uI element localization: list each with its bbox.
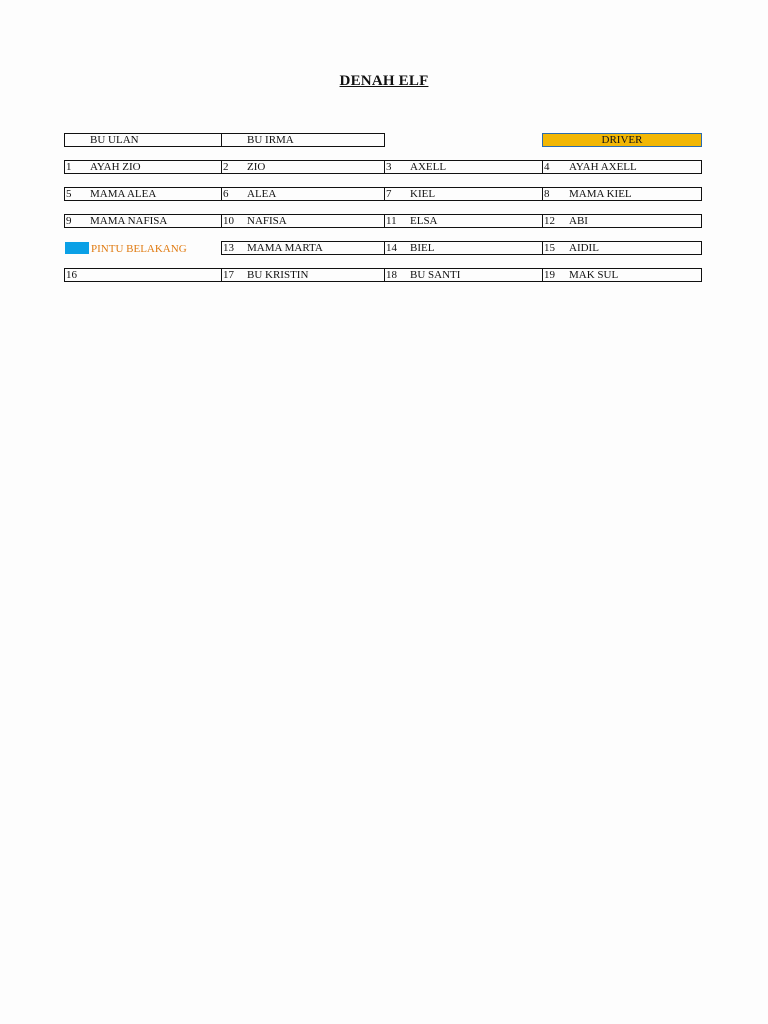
driver-seat: DRIVER — [542, 133, 702, 147]
back-door-label: PINTU BELAKANG — [91, 243, 187, 255]
seat-name: AYAH AXELL — [569, 161, 637, 173]
seat-cell — [64, 187, 222, 201]
seat-row-4 — [64, 241, 702, 255]
seat-name: MAMA MARTA — [247, 242, 323, 254]
seat-name: MAMA ALEA — [90, 188, 157, 200]
seat-cell — [384, 214, 543, 228]
seat-cell — [384, 187, 543, 201]
seat-row-2 — [64, 187, 702, 201]
seat-cell — [384, 268, 543, 282]
seat-number: 11 — [386, 215, 397, 227]
seat-name: BIEL — [410, 242, 435, 254]
seat-cell — [221, 268, 385, 282]
seat-number: 15 — [544, 242, 555, 254]
seat-row-1 — [64, 160, 702, 174]
seat-number: 8 — [544, 188, 550, 200]
seat-name: MAMA KIEL — [569, 188, 632, 200]
seat-name: ALEA — [247, 188, 277, 200]
seat-number: 1 — [66, 161, 72, 173]
seat-row-3 — [64, 214, 702, 228]
seat-name: BU KRISTIN — [247, 269, 309, 281]
seat-number: 14 — [386, 242, 397, 254]
seat-cell — [542, 214, 702, 228]
seat-cell — [542, 160, 702, 174]
seat-row-5 — [64, 268, 702, 282]
seat-cell — [542, 241, 702, 255]
seat-cell — [542, 268, 702, 282]
seat-number: 18 — [386, 269, 397, 281]
seat-number: 12 — [544, 215, 555, 227]
seat-name: BU SANTI — [410, 269, 461, 281]
seat-cell — [221, 241, 385, 255]
seat-cell — [64, 160, 222, 174]
seat-number: 4 — [544, 161, 550, 173]
seat-name: KIEL — [410, 188, 436, 200]
seat-cell — [64, 214, 222, 228]
seat-number: 17 — [223, 269, 234, 281]
seat-cell — [221, 214, 385, 228]
seat-number: 5 — [66, 188, 72, 200]
page-title: DENAH ELF — [339, 73, 429, 89]
seat-name: MAK SUL — [569, 269, 619, 281]
seat-row-front — [64, 133, 702, 147]
seat-name: AIDIL — [569, 242, 599, 254]
seat-front-middle — [221, 133, 385, 147]
seat-name: ELSA — [410, 215, 438, 227]
seat-name: AXELL — [410, 161, 447, 173]
seat-front-empty — [384, 133, 543, 147]
back-door — [64, 241, 222, 255]
seat-cell — [221, 187, 385, 201]
seat-number: 16 — [66, 269, 77, 281]
seat-name: ZIO — [247, 161, 266, 173]
seat-name: BU IRMA — [247, 134, 294, 146]
seat-cell — [64, 268, 222, 282]
seat-number: 13 — [223, 242, 234, 254]
seat-number: 2 — [223, 161, 229, 173]
seat-name: MAMA NAFISA — [90, 215, 168, 227]
seat-number: 19 — [544, 269, 555, 281]
back-door-swatch — [65, 242, 89, 255]
seat-name: BU ULAN — [90, 134, 139, 146]
seat-cell — [384, 160, 543, 174]
seat-cell — [384, 241, 543, 255]
seat-number: 9 — [66, 215, 72, 227]
seat-number: 3 — [386, 161, 392, 173]
seat-number: 7 — [386, 188, 392, 200]
seat-front-left — [64, 133, 222, 147]
seat-number: 10 — [223, 215, 234, 227]
seat-name: NAFISA — [247, 215, 287, 227]
seat-name: AYAH ZIO — [90, 161, 141, 173]
seat-number: 6 — [223, 188, 229, 200]
seat-name: ABI — [569, 215, 588, 227]
seat-cell — [221, 160, 385, 174]
seat-cell — [542, 187, 702, 201]
